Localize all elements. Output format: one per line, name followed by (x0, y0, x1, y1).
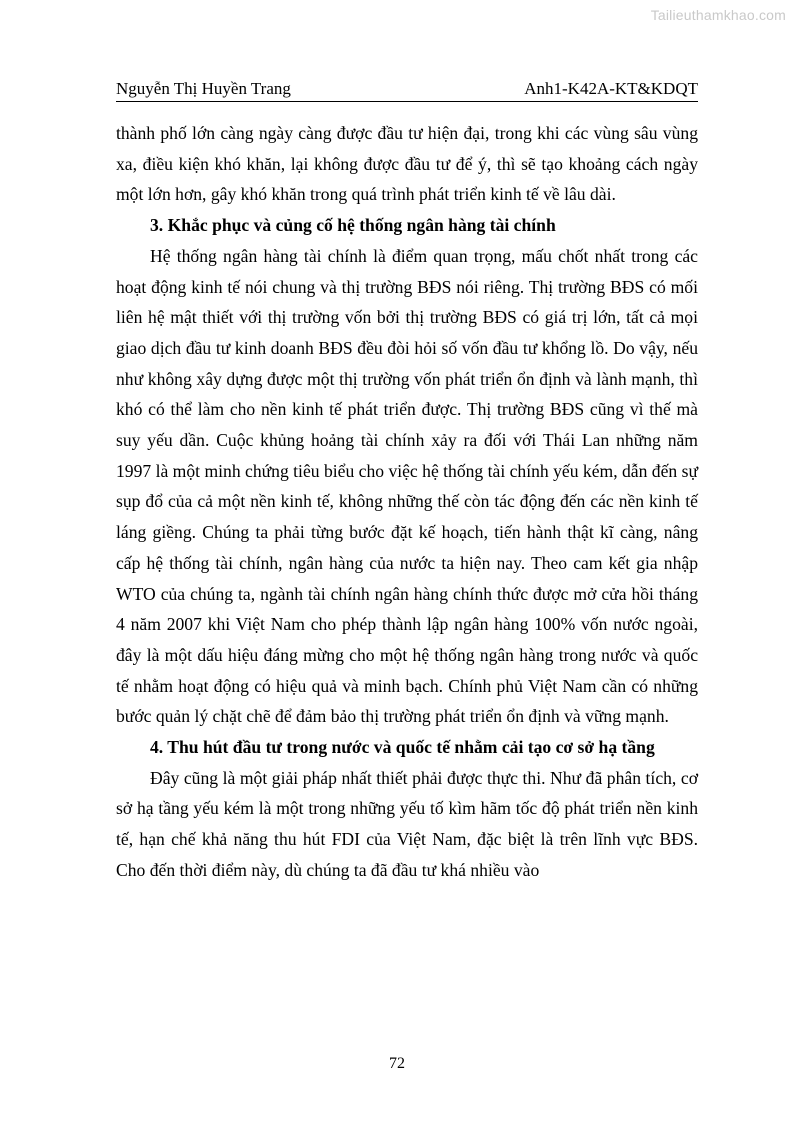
paragraph-infrastructure: Đây cũng là một giải pháp nhất thiết phải được thực thi. Như đã phân tích, cơ sở hạ tầng yếu kém là một trong những yếu tố kìm hãm tốc độ phát triển nền kinh tế, hạn chế khả năng thu hút FDI của Việt Nam, đặc biệt là trên lĩnh vực BĐS. Cho đến thời điểm này, dù chúng ta đã đầu tư khá nhiều vào (116, 767, 698, 880)
paragraph-banking-system: Hệ thống ngân hàng tài chính là điểm quan trọng, mấu chốt nhất trong các hoạt động kinh tế nói chung và thị trường BĐS nói riêng. Thị trường BĐS có mối liên hệ mật thiết với thị trường vốn bởi thị trường BĐS có giá trị lớn, tất cả mọi giao dịch đầu tư kinh doanh BĐS đều đòi hỏi số vốn đầu tư khổng lồ. Do vậy, nếu như không xây dựng được một thị trường vốn phát triển ổn định và lành mạnh, thì khó có thể làm cho nền kinh tế phát triển được. Thị trường BĐS cũng vì thế mà suy yếu dần. Cuộc khủng hoảng tài chính xảy ra đối với Thái Lan những năm 1997 là một minh chứng tiêu biểu cho việc hệ thống tài chính yếu kém, dẫn đến sự sụp đổ của cả một nền kinh tế, không những thế còn tác động đến các nền kinh tế láng giềng. Chúng ta phải từng bước đặt kế hoạch, tiến hành thật kĩ càng, nâng cấp hệ thống tài chính, ngân hàng của nước ta hiện nay. Theo cam kết gia nhập WTO của chúng ta, ngành tài chính ngân hàng chính thức được mở cửa hồi tháng 4 năm 2007 khi Việt Nam cho phép thành lập ngân hàng 100% vốn nước ngoài, đây là một dấu hiệu đáng mừng cho một hệ thống ngân hàng trong nước và quốc tế nhằm hoạt động có hiệu quả và minh bạch. Chính phủ Việt Nam cần có những bước quản lý chặt chẽ để đảm bảo thị trường phát triển ổn định và vững mạnh. (116, 245, 698, 727)
document-body (116, 118, 698, 886)
header-class-code: Anh1-K42A-KT&KDQT (524, 79, 698, 98)
watermark: Tailieuthamkhao.com (650, 7, 786, 23)
page-header (116, 77, 698, 102)
header-author: Nguyễn Thị Huyền Trang (116, 79, 291, 98)
paragraph-continuation: thành phố lớn càng ngày càng được đầu tư hiện đại, trong khi các vùng sâu vùng xa, điều kiện khó khăn, lại không được đầu tư để ý, thì sẽ tạo khoảng cách ngày một lớn hơn, gây khó khăn trong quá trình phát triển kinh tế về lâu dài. (116, 123, 698, 205)
section-heading-4: 4. Thu hút đầu tư trong nước và quốc tế nhằm cải tạo cơ sở hạ tầng (150, 737, 655, 758)
page-number: 72 (389, 1055, 405, 1072)
section-heading-3: 3. Khắc phục và củng cố hệ thống ngân hàng tài chính (150, 215, 556, 236)
